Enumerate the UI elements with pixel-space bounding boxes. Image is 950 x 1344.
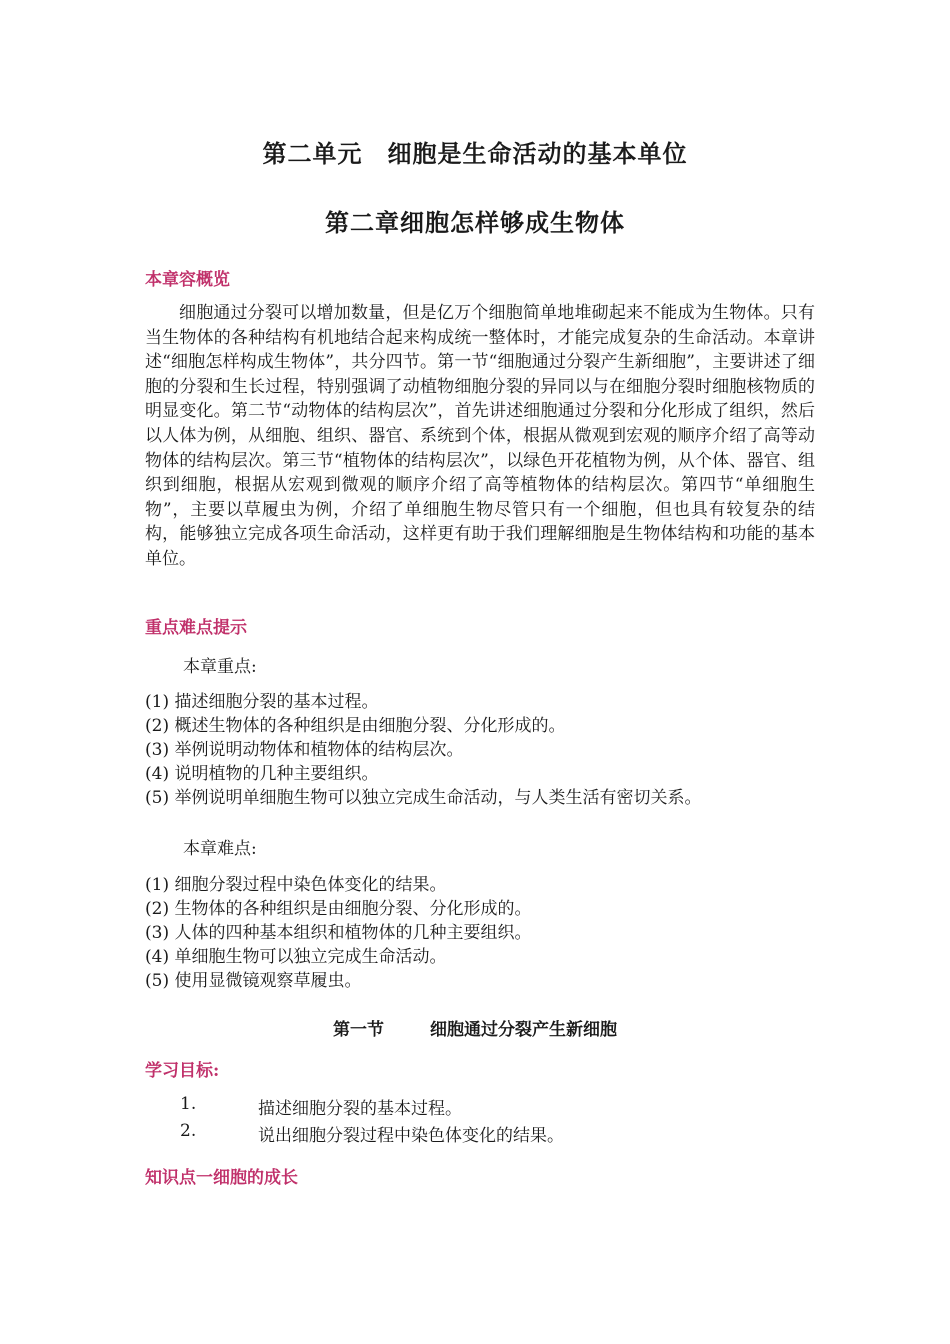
section-title <box>0 1015 950 1040</box>
focus-label: 本章重点: <box>183 657 257 677</box>
overview-text: 细胞通过分裂可以增加数量，但是亿万个细胞简单地堆砌起来不能成为生物体。只有当生物体的各种结构有机地结合起来构成统一整体时，才能完成复杂的生命活动。本章讲述“细胞怎样构成生物体”，共分四节。第一节“细胞通过分裂产生新细胞”，主要讲述了细胞的分裂和生长过程，特别强调了动植物细胞分裂的异同以与在细胞分裂时细胞核物质的明显变化。第二节“动物体的结构层次”，首先讲述细胞通过分裂和分化形成了组织，然后以人体为例，从细胞、组织、器官、系统到个体，根据从微观到宏观的顺序介绍了高等动物体的结构层次。第三节“植物体的结构层次”，以绿色开花植物为例，从个体、器官、组织到细胞，根据从宏观到微观的顺序介绍了高等植物体的结构层次。第四节“单细胞生物”，主要以草履虫为例，介绍了单细胞生物尽管只有一个细胞，但也具有较复杂的结构，能够独立完成各项生命活动，这样更有助于我们理解细胞是生物体结构和功能的基本单位。 <box>145 303 815 569</box>
difficulty-item: (3) 人体的四种基本组织和植物体的几种主要组织。 <box>145 923 532 943</box>
difficulty-label: 本章难点: <box>183 839 257 859</box>
overview-heading: 本章容概览 <box>145 270 230 290</box>
difficulty-item: (5) 使用显微镜观察草履虫。 <box>145 971 362 991</box>
difficulty-item: (1) 细胞分裂过程中染色体变化的结果。 <box>145 875 447 895</box>
overview-paragraph <box>145 301 815 572</box>
section-name: 细胞通过分裂产生新细胞 <box>430 1020 617 1040</box>
difficulty-item: (4) 单细胞生物可以独立完成生命活动。 <box>145 947 447 967</box>
section-number: 第一节 <box>333 1020 384 1040</box>
focus-item: (4) 说明植物的几种主要组织。 <box>145 764 379 784</box>
goal-number: 2. <box>180 1121 197 1141</box>
focus-item: (2) 概述生物体的各种组织是由细胞分裂、分化形成的。 <box>145 716 566 736</box>
difficulty-list <box>145 873 531 993</box>
goal-item <box>0 1121 950 1145</box>
knowledge-point-heading: 知识点一细胞的成长 <box>145 1168 298 1188</box>
focus-item: (5) 举例说明单细胞生物可以独立完成生命活动，与人类生活有密切关系。 <box>145 788 702 808</box>
goal-number: 1. <box>180 1094 197 1114</box>
goal-text: 描述细胞分裂的基本过程。 <box>258 1099 462 1119</box>
key-points-heading: 重点难点提示 <box>145 618 247 638</box>
difficulty-item: (2) 生物体的各种组织是由细胞分裂、分化形成的。 <box>145 899 532 919</box>
chapter-title: 第二章细胞怎样够成生物体 <box>325 208 625 237</box>
focus-list <box>145 690 701 810</box>
unit-title: 第二单元 细胞是生命活动的基本单位 <box>262 139 688 168</box>
focus-item: (3) 举例说明动物体和植物体的结构层次。 <box>145 740 464 760</box>
goal-text: 说出细胞分裂过程中染色体变化的结果。 <box>258 1126 564 1146</box>
focus-item: (1) 描述细胞分裂的基本过程。 <box>145 692 379 712</box>
goals-heading: 学习目标: <box>145 1061 220 1081</box>
goal-item <box>0 1094 950 1118</box>
